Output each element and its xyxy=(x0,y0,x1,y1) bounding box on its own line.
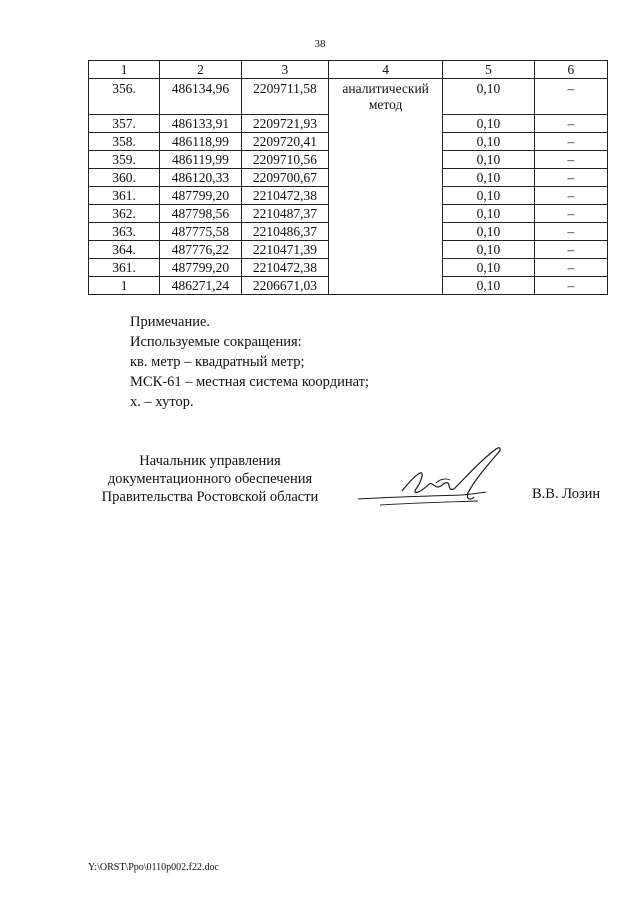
header-cell: 4 xyxy=(329,61,443,79)
accuracy-value: 0,10 xyxy=(443,187,535,205)
y-coordinate: 2210472,38 xyxy=(241,187,329,205)
x-coordinate: 487799,20 xyxy=(160,187,241,205)
col6-value: – xyxy=(534,241,607,259)
y-coordinate: 2209710,56 xyxy=(241,151,329,169)
col6-value: – xyxy=(534,133,607,151)
page-number: 38 xyxy=(314,38,326,50)
position-line: документационного обеспечения xyxy=(107,471,313,487)
x-coordinate: 487775,58 xyxy=(160,223,241,241)
col6-value: – xyxy=(534,79,607,115)
note-title: Примечание. xyxy=(130,314,211,330)
x-coordinate: 487799,20 xyxy=(160,259,241,277)
position-line: Начальник управления xyxy=(139,453,281,469)
note-line: кв. метр – квадратный метр; xyxy=(130,354,305,370)
x-coordinate: 486119,99 xyxy=(160,151,241,169)
header-cell: 6 xyxy=(534,61,607,79)
header-cell: 3 xyxy=(241,61,329,79)
x-coordinate: 486133,91 xyxy=(160,115,241,133)
col6-value: – xyxy=(534,223,607,241)
accuracy-value: 0,10 xyxy=(443,205,535,223)
table-row xyxy=(89,79,608,115)
point-number: 362. xyxy=(89,205,160,223)
y-coordinate: 2209700,67 xyxy=(241,169,329,187)
col6-value: – xyxy=(534,205,607,223)
point-number: 364. xyxy=(89,241,160,259)
col6-value: – xyxy=(534,259,607,277)
point-number: 360. xyxy=(89,169,160,187)
point-number: 356. xyxy=(89,79,160,115)
x-coordinate: 486134,96 xyxy=(160,79,241,115)
point-number: 1 xyxy=(89,277,160,295)
x-coordinate: 486271,24 xyxy=(160,277,241,295)
accuracy-value: 0,10 xyxy=(443,169,535,187)
col6-value: – xyxy=(534,169,607,187)
col6-value: – xyxy=(534,151,607,169)
accuracy-value: 0,10 xyxy=(443,79,535,115)
y-coordinate: 2210472,38 xyxy=(241,259,329,277)
accuracy-value: 0,10 xyxy=(443,151,535,169)
col6-value: – xyxy=(534,115,607,133)
x-coordinate: 487776,22 xyxy=(160,241,241,259)
header-cell: 5 xyxy=(443,61,535,79)
note-line: х. – хутор. xyxy=(130,394,194,410)
col6-value: – xyxy=(534,277,607,295)
coordinates-table xyxy=(88,60,608,295)
y-coordinate: 2210471,39 xyxy=(241,241,329,259)
point-number: 363. xyxy=(89,223,160,241)
y-coordinate: 2209711,58 xyxy=(241,79,329,115)
y-coordinate: 2210487,37 xyxy=(241,205,329,223)
y-coordinate: 2206671,03 xyxy=(241,277,329,295)
accuracy-value: 0,10 xyxy=(443,115,535,133)
point-number: 361. xyxy=(89,187,160,205)
accuracy-value: 0,10 xyxy=(443,133,535,151)
point-number: 359. xyxy=(89,151,160,169)
note-block xyxy=(130,312,369,412)
x-coordinate: 486120,33 xyxy=(160,169,241,187)
note-line: Используемые сокращения: xyxy=(130,334,302,350)
accuracy-value: 0,10 xyxy=(443,241,535,259)
y-coordinate: 2209721,93 xyxy=(241,115,329,133)
x-coordinate: 486118,99 xyxy=(160,133,241,151)
signer-position xyxy=(90,452,330,506)
position-line: Правительства Ростовской области xyxy=(101,489,319,505)
accuracy-value: 0,10 xyxy=(443,277,535,295)
handwritten-signature xyxy=(350,443,520,513)
y-coordinate: 2210486,37 xyxy=(241,223,329,241)
y-coordinate: 2209720,41 xyxy=(241,133,329,151)
col6-value: – xyxy=(534,187,607,205)
signer-name: В.В. Лозин xyxy=(532,486,601,502)
point-number: 361. xyxy=(89,259,160,277)
accuracy-value: 0,10 xyxy=(443,259,535,277)
note-line: МСК-61 – местная система координат; xyxy=(130,374,370,390)
file-path: Y:\ORST\Ppo\0110p002.f22.doc xyxy=(88,862,219,873)
point-number: 357. xyxy=(89,115,160,133)
point-number: 358. xyxy=(89,133,160,151)
header-cell: 1 xyxy=(89,61,160,79)
table-header-row xyxy=(89,61,608,79)
x-coordinate: 487798,56 xyxy=(160,205,241,223)
accuracy-value: 0,10 xyxy=(443,223,535,241)
header-cell: 2 xyxy=(160,61,241,79)
method-cell: аналитический метод xyxy=(329,79,443,295)
